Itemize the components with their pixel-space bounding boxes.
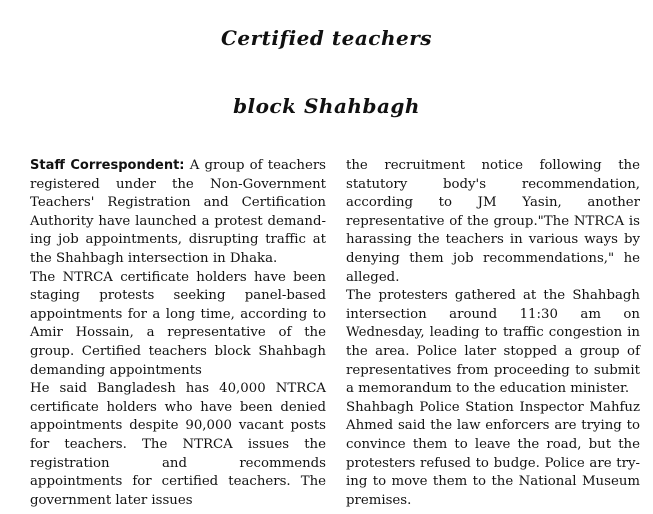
byline: Staff Correspondent: <box>30 158 185 173</box>
article-paragraph: the recruitment notice following the statutory body's recommendation, according to JM Yasin, another representative of the group."The NTRCA is harassing the teachers in various ways by denying them job recommendations," he alleged. <box>346 158 640 285</box>
article-column-left <box>30 157 326 510</box>
paragraph-text: A group of teachers registered under the Non-Government Teachers' Registration and Certification Authority have launched a protest demanding job appointments, disrupting traffic at the Shahbagh intersection in Dhaka. <box>30 158 326 266</box>
article-paragraph: The protesters gathered at the Shahbagh intersection around 11:30 am on Wednesday, leading to traffic congestion in the area. Police later stopped a group of representatives from proceeding to submit a memorandum to the education minister. <box>346 288 640 397</box>
headline-line-2: block Shahbagh <box>233 94 420 118</box>
article-paragraph: He said Bangladesh has 40,000 NTRCA certificate holders who have been denied appointments despite 90,000 vacant posts for teachers. The NTRCA issues the registration and recommends appointments for certified teachers. The government later issues <box>30 381 326 508</box>
headline-line-1: Certified teachers <box>220 26 433 50</box>
article-paragraph <box>30 157 326 269</box>
article-column-right <box>346 157 640 510</box>
article-paragraph: Shahbagh Police Station Inspector Mahfuz Ahmed said the law enforcers are trying to convince them to leave the road, but the protesters refused to budge. Police are trying to move them to the National Museum premises. <box>346 399 640 508</box>
article-paragraph: The NTRCA certificate holders have been staging protests seeking panel-based appointments for a long time, according to Amir Hossain, a representative of the group. Certified teachers block Shahbagh demanding appointments <box>30 269 326 378</box>
headline <box>0 4 653 140</box>
